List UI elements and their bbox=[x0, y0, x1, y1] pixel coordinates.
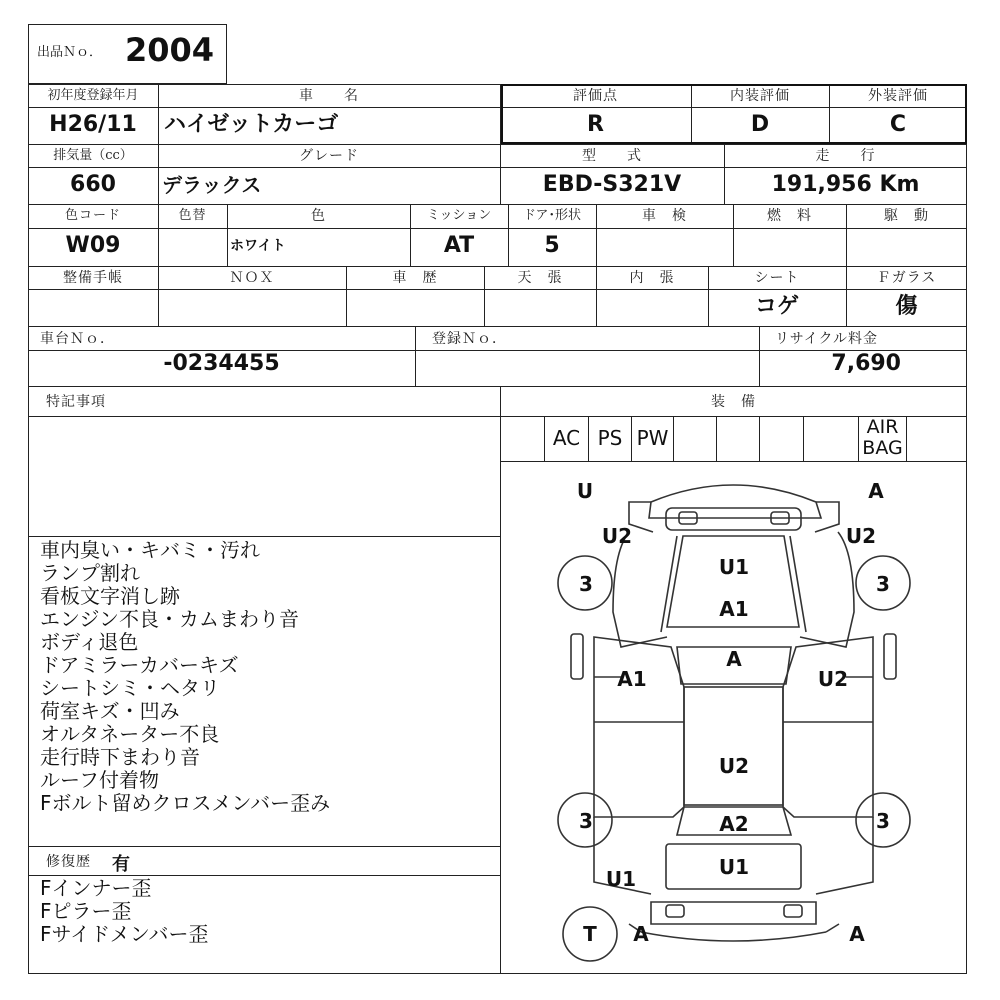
inspection-label: 車 検 bbox=[642, 208, 687, 224]
damage-front-left-tire: 3 bbox=[579, 572, 593, 596]
damage-front-right-fender: U2 bbox=[845, 524, 877, 548]
maintenance-label: 整備手帳 bbox=[63, 270, 123, 286]
mission-value: AT bbox=[443, 233, 475, 258]
reg-no-label: 登録Ｎｏ． bbox=[432, 331, 507, 347]
repair-value: 有 bbox=[112, 854, 130, 875]
remark-item: ドアミラーカバーキズ bbox=[40, 653, 239, 677]
repaint-label: 色替 bbox=[178, 208, 207, 223]
car-diagram bbox=[501, 462, 966, 973]
damage-back-door: U1 bbox=[718, 855, 750, 879]
car-name-value: ハイゼットカーゴ bbox=[164, 112, 339, 137]
exterior-label: 外装評価 bbox=[868, 88, 928, 104]
history-label: 車 歴 bbox=[392, 270, 438, 286]
glass-label: Ｆガラス bbox=[876, 270, 937, 286]
grade-label: グレード bbox=[299, 148, 359, 164]
remark-item: 車内臭い・キバミ・汚れ bbox=[40, 538, 260, 562]
damage-front-left-corner: U bbox=[576, 479, 594, 503]
lot-number: 2004 bbox=[125, 31, 215, 69]
repair-item: Fインナー歪 bbox=[40, 876, 152, 900]
mission-label: ミッション bbox=[426, 208, 492, 223]
equipment-label: 装 備 bbox=[711, 394, 756, 410]
damage-rear-window: A2 bbox=[719, 812, 749, 836]
displacement-value: 660 bbox=[70, 172, 116, 197]
color-label: 色 bbox=[311, 208, 326, 224]
interior-value: D bbox=[750, 112, 770, 137]
remark-item: オルタネーター不良 bbox=[40, 722, 220, 746]
remark-item: 荷室キズ・凹み bbox=[40, 699, 180, 723]
interior-trim-label: 内 張 bbox=[629, 270, 675, 286]
mileage-value: 191,956 Km bbox=[771, 172, 920, 197]
damage-hood-lower: A1 bbox=[719, 597, 749, 621]
damage-rear-left-corner: A bbox=[633, 922, 649, 946]
remark-item: ルーフ付着物 bbox=[40, 768, 159, 792]
color-value: ホワイト bbox=[230, 238, 286, 254]
damage-left-side: A1 bbox=[617, 667, 647, 691]
grade-value: デラックス bbox=[162, 173, 262, 197]
door-value: 5 bbox=[544, 233, 560, 258]
repair-item: Fサイドメンバー歪 bbox=[40, 922, 209, 946]
lot-box bbox=[28, 24, 227, 84]
car-name-label: 車 名 bbox=[299, 88, 359, 104]
first-reg-label: 初年度登録年月 bbox=[47, 88, 139, 103]
remarks-label: 特記事項 bbox=[46, 394, 106, 410]
seat-value: コゲ bbox=[754, 294, 799, 319]
chassis-label: 車台Ｎｏ． bbox=[40, 331, 115, 347]
door-label: ドア･形状 bbox=[522, 208, 582, 223]
remark-item: ランプ割れ bbox=[40, 561, 140, 585]
repair-item: Fピラー歪 bbox=[40, 899, 132, 923]
remark-item: エンジン不良・カムまわり音 bbox=[40, 607, 299, 631]
nox-label: ＮＯＸ bbox=[229, 270, 275, 286]
roof-label: 天 張 bbox=[517, 270, 563, 286]
damage-rear-right-tire: 3 bbox=[876, 809, 890, 833]
interior-label: 内装評価 bbox=[730, 88, 790, 104]
mileage-label: 走 行 bbox=[815, 148, 876, 164]
color-code-label: 色コード bbox=[64, 208, 121, 223]
damage-rear-left-tire: 3 bbox=[579, 809, 593, 833]
repair-label: 修復歴 bbox=[46, 854, 91, 870]
model-value: EBD-S321V bbox=[542, 172, 682, 197]
color-code-value: W09 bbox=[65, 233, 121, 258]
remark-item: 走行時下まわり音 bbox=[40, 745, 200, 769]
damage-windshield: A bbox=[726, 647, 742, 671]
remark-item: Fボルト留めクロスメンバー歪み bbox=[40, 791, 331, 815]
lot-label: 出品Ｎｏ． bbox=[37, 45, 103, 60]
damage-front-left-fender: U2 bbox=[601, 524, 633, 548]
damage-hood-upper: U1 bbox=[718, 555, 750, 579]
first-reg-value: H26/11 bbox=[49, 112, 137, 137]
recycle-value: 7,690 bbox=[831, 351, 901, 376]
equipment-item: PS bbox=[597, 426, 623, 450]
damage-front-right-tire: 3 bbox=[876, 572, 890, 596]
damage-front-right-corner: A bbox=[868, 479, 884, 503]
remark-item: シートシミ・ヘタリ bbox=[40, 676, 220, 700]
equipment-item: AC bbox=[552, 426, 581, 450]
score-value: R bbox=[587, 112, 604, 137]
seat-label: シート bbox=[754, 270, 800, 286]
drive-label: 駆 動 bbox=[884, 208, 929, 224]
equipment-item: PW bbox=[636, 426, 669, 450]
fuel-label: 燃 料 bbox=[767, 208, 812, 224]
damage-rear-left: U1 bbox=[605, 867, 637, 891]
glass-value: 傷 bbox=[895, 294, 918, 319]
displacement-label: 排気量（cc） bbox=[53, 148, 133, 163]
damage-right-side: U2 bbox=[817, 667, 849, 691]
score-label: 評価点 bbox=[573, 88, 618, 104]
exterior-value: C bbox=[889, 112, 907, 137]
remark-item: 看板文字消し跡 bbox=[40, 584, 180, 608]
damage-rear-right-corner: A bbox=[849, 922, 865, 946]
damage-spare-tire: T bbox=[583, 922, 597, 946]
model-label: 型 式 bbox=[582, 148, 642, 164]
remark-item: ボディ退色 bbox=[40, 630, 139, 654]
chassis-value: -0234455 bbox=[163, 351, 280, 376]
recycle-label: リサイクル料金 bbox=[775, 331, 879, 347]
damage-roof: U2 bbox=[718, 754, 750, 778]
equipment-item: AIR BAG bbox=[862, 416, 903, 459]
